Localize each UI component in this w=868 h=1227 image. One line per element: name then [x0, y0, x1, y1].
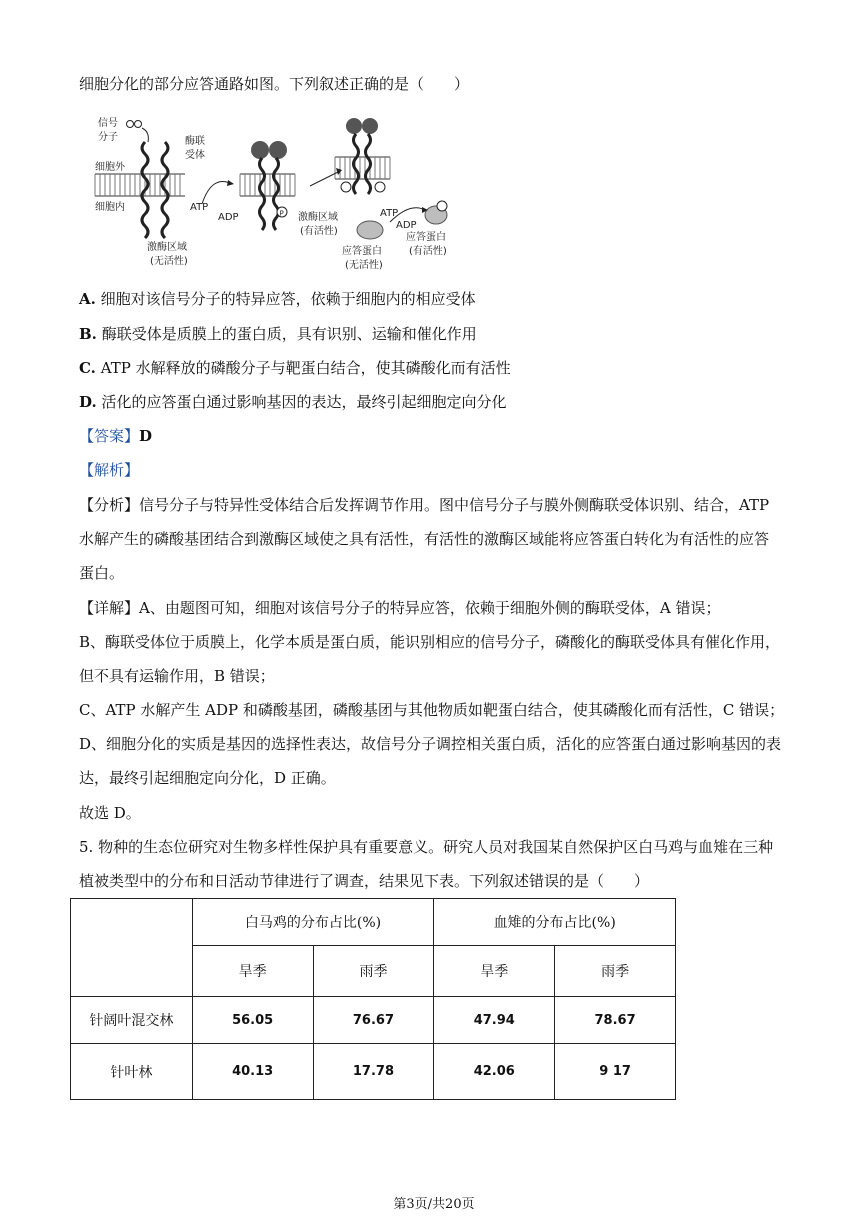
label-kinase-inactive-2: (无活性)	[150, 256, 188, 267]
subheader-dry-2: 旱季	[434, 946, 555, 997]
option-c: C. ATP 水解释放的磷酸分子与靶蛋白结合，使其磷酸化而有活性	[79, 359, 511, 377]
q5-stem-line-2: 植被类型中的分布和日活动节律进行了调查，结果见下表。下列叙述错误的是（ ）	[79, 872, 650, 890]
q5-stem-line-1: 5. 物种的生态位研究对生物多样性保护具有重要意义。研究人员对我国某自然保护区白马鸡与血雉在三种	[79, 838, 774, 856]
label-protein-active-2: (有活性)	[409, 246, 447, 257]
question-stem: 细胞分化的部分应答通路如图。下列叙述正确的是（ ）	[79, 75, 470, 93]
distribution-table	[70, 898, 676, 1100]
header-white-eared-pheasant: 白马鸡的分布占比(%)	[192, 899, 434, 946]
answer-line: 【答案】D	[79, 427, 153, 445]
xiangjie-line-7: 故选 D。	[79, 804, 141, 822]
table-row	[71, 1044, 676, 1100]
option-a: A. 细胞对该信号分子的特异应答，依赖于细胞内的相应受体	[79, 290, 476, 308]
label-kinase-active-1: 激酶区域	[298, 212, 338, 223]
label-atp2: ATP	[380, 208, 399, 219]
option-b: B. 酶联受体是质膜上的蛋白质，具有识别、运输和催化作用	[79, 325, 477, 343]
cell-value: 78.67	[555, 997, 676, 1044]
label-protein-inactive-2: (无活性)	[345, 260, 383, 271]
membrane-left	[95, 174, 185, 196]
fenxi-line-2: 水解产生的磷酸基团结合到激酶区域使之具有活性，有活性的激酶区域能将应答蛋白转化为有活性的应答	[79, 530, 770, 548]
cell-value: 9 17	[555, 1044, 676, 1100]
label-adp1: ADP	[218, 212, 239, 223]
membrane-middle	[240, 174, 295, 196]
label-kinase-inactive-1: 激酶区域	[147, 242, 187, 253]
label-outside: 细胞外	[95, 162, 125, 173]
label-receptor-1: 酶联	[185, 136, 205, 147]
cell-value: 42.06	[434, 1044, 555, 1100]
row-label: 针阔叶混交林	[71, 997, 193, 1044]
xiangjie-line-1: 【详解】A、由题图可知，细胞对该信号分子的特异应答，依赖于细胞外侧的酶联受体，A 错误；	[79, 599, 721, 617]
label-signal-1: 信号	[98, 118, 118, 129]
label-atp1: ATP	[190, 202, 209, 213]
page-footer: 第3页/共20页	[393, 1197, 475, 1212]
header-blood-pheasant: 血雉的分布占比(%)	[434, 899, 676, 946]
option-d: D. 活化的应答蛋白通过影响基因的表达，最终引起细胞定向分化	[79, 393, 507, 411]
xiangjie-line-2: B、酶联受体位于质膜上，化学本质是蛋白质，能识别相应的信号分子，磷酸化的酶联受体具有催化作用，	[79, 633, 781, 651]
cell-value: 17.78	[313, 1044, 434, 1100]
cell-value: 40.13	[192, 1044, 313, 1100]
label-adp2: ADP	[396, 220, 417, 231]
cell-value: 56.05	[192, 997, 313, 1044]
arrow-2	[310, 172, 338, 186]
cell-value: 76.67	[313, 997, 434, 1044]
subheader-dry-1: 旱季	[192, 946, 313, 997]
xiangjie-line-6: 达，最终引起细胞定向分化，D 正确。	[79, 769, 336, 787]
xiangjie-line-3: 但不具有运输作用，B 错误；	[79, 667, 275, 685]
signal-pathway-diagram	[90, 112, 470, 274]
table-corner-cell	[71, 899, 193, 997]
svg-text:P: P	[279, 209, 284, 218]
label-protein-inactive-1: 应答蛋白	[342, 246, 382, 257]
label-signal-2: 分子	[98, 132, 118, 143]
row-label: 针叶林	[71, 1044, 193, 1100]
subheader-rainy-2: 雨季	[555, 946, 676, 997]
label-receptor-2: 受体	[185, 150, 205, 161]
receptor-right	[341, 118, 385, 194]
subheader-rainy-1: 雨季	[313, 946, 434, 997]
label-protein-active-1: 应答蛋白	[406, 232, 446, 243]
table-row	[71, 997, 676, 1044]
signal-molecule-icon	[127, 121, 134, 128]
fenxi-line-1: 【分析】信号分子与特异性受体结合后发挥调节作用。图中信号分子与膜外侧酶联受体识别、结合，ATP	[79, 496, 770, 514]
cell-value: 47.94	[434, 997, 555, 1044]
receptor-middle	[251, 141, 287, 230]
response-protein-inactive	[357, 221, 383, 239]
xiangjie-line-4: C、ATP 水解产生 ADP 和磷酸基团，磷酸基团与其他物质如靶蛋白结合，使其磷酸化而有活性，C 错误；	[79, 701, 785, 719]
fenxi-line-3: 蛋白。	[79, 564, 125, 582]
xiangjie-line-5: D、细胞分化的实质是基因的选择性表达，故信号分子调控相关蛋白质，活化的应答蛋白通过影响基因的表	[79, 735, 782, 753]
membrane-right	[335, 157, 390, 179]
label-inside: 细胞内	[95, 202, 125, 213]
analysis-tag: 【解析】	[79, 461, 140, 479]
label-kinase-active-2: (有活性)	[300, 226, 338, 237]
